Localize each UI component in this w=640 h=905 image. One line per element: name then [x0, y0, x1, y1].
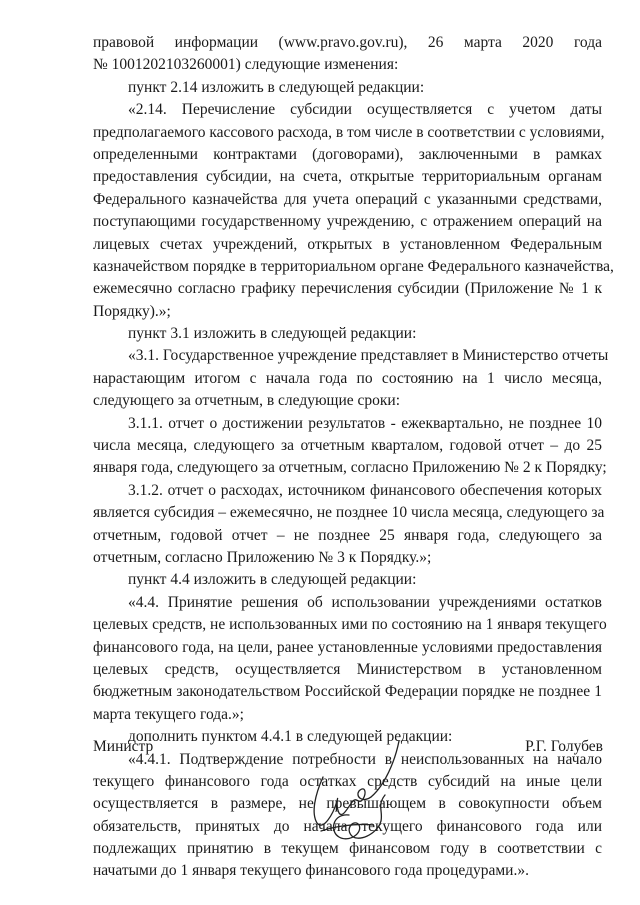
text-line: целевых средств, не использованных ими по состоянию на 1 января текущего [93, 616, 607, 634]
text-line: отчетным, согласно Приложению № 3 к Порядку.»; [93, 548, 432, 566]
text-line: «3.1. Государственное учреждение представляет в Министерство отчеты [128, 347, 609, 365]
text-line: начатыми до 1 января текущего финансового года процедурами.». [93, 862, 529, 880]
text-line: следующего за отчетным, в следующие сроки: [93, 392, 401, 410]
text-line: пункт 4.4 изложить в следующей редакции: [128, 571, 417, 589]
text-line: дополнить пунктом 4.4.1 в следующей редакции: [128, 728, 453, 746]
text-line: № 1001202103260001) следующие изменения: [93, 56, 399, 74]
text-line: «2.14. Перечисление субсидии осуществляется с учетом даты [128, 101, 602, 119]
text-line: нарастающим итогом с начала года по состоянию на 1 число месяца, [93, 369, 602, 387]
text-line: осуществляется в размере, не превышающем в совокупности объем [93, 795, 602, 813]
text-line: января года, следующего за отчетным, согласно Приложению № 2 к Порядку; [93, 459, 607, 477]
text-line: 3.1.2. отчет о расходах, источником финансового обеспечения которых [128, 481, 602, 499]
signatory-name: Р.Г. Голубев [525, 738, 603, 755]
handwritten-signature [293, 735, 403, 855]
text-line: «4.4. Принятие решения об использовании учреждениями остатков [128, 593, 602, 611]
text-line: предполагаемого кассового расхода, в том числе в соответствии с условиями, [93, 123, 605, 141]
text-line: определенными контрактами (договорами), заключенными в рамках [93, 145, 602, 163]
text-line: поступающими государственному учреждению, с отражением операций на [93, 213, 602, 231]
text-line: пункт 2.14 изложить в следующей редакции: [128, 78, 425, 96]
text-line: казначейством порядке в территориальном органе Федерального казначейства, [93, 257, 614, 275]
text-line: ежемесячно согласно графику перечисления субсидии (Приложение № 1 к [93, 280, 602, 298]
signatory-position: Министр [93, 738, 154, 755]
text-line: числа месяца, следующего за отчетным кварталом, годовой отчет – до 25 [93, 437, 602, 455]
text-line: является субсидия – ежемесячно, не позднее 10 числа месяца, следующего за [93, 504, 605, 522]
text-line: финансового года, на цели, ранее установленные условиями предоставления [93, 638, 602, 656]
text-line: предоставления субсидии, на счета, открытые территориальным органам [93, 168, 602, 186]
text-line: Федерального казначейства для учета операций с указанными средствами, [93, 190, 602, 208]
text-line: лицевых счетах учреждений, открытых в установленном Федеральным [93, 235, 602, 253]
text-line: 3.1.1. отчет о достижении результатов - ежеквартально, не позднее 10 [128, 414, 602, 432]
text-line: обязательств, принятых до начала текущего финансового года или [93, 817, 602, 835]
text-line: текущего финансового года остатках средств субсидий на иные цели [93, 772, 602, 790]
text-line: Порядку).»; [93, 302, 171, 320]
text-line: марта текущего года.»; [93, 705, 244, 723]
text-line: «4.4.1. Подтверждение потребности в неиспользованных на начало [128, 750, 602, 768]
text-line: отчетным, годовой отчет – не позднее 25 января года, следующего за [93, 526, 602, 544]
text-line: бюджетным законодательством Российской Федерации порядке не позднее 1 [93, 683, 602, 701]
text-line: подлежащих принятию в текущем финансовом году в соответствии с [93, 840, 602, 858]
text-line: правовой информации (www.pravo.gov.ru), 26 марта 2020 года [93, 34, 602, 51]
text-line: пункт 3.1 изложить в следующей редакции: [128, 325, 417, 343]
text-line: целевых средств, осуществляется Министерством в установленном [93, 660, 602, 678]
